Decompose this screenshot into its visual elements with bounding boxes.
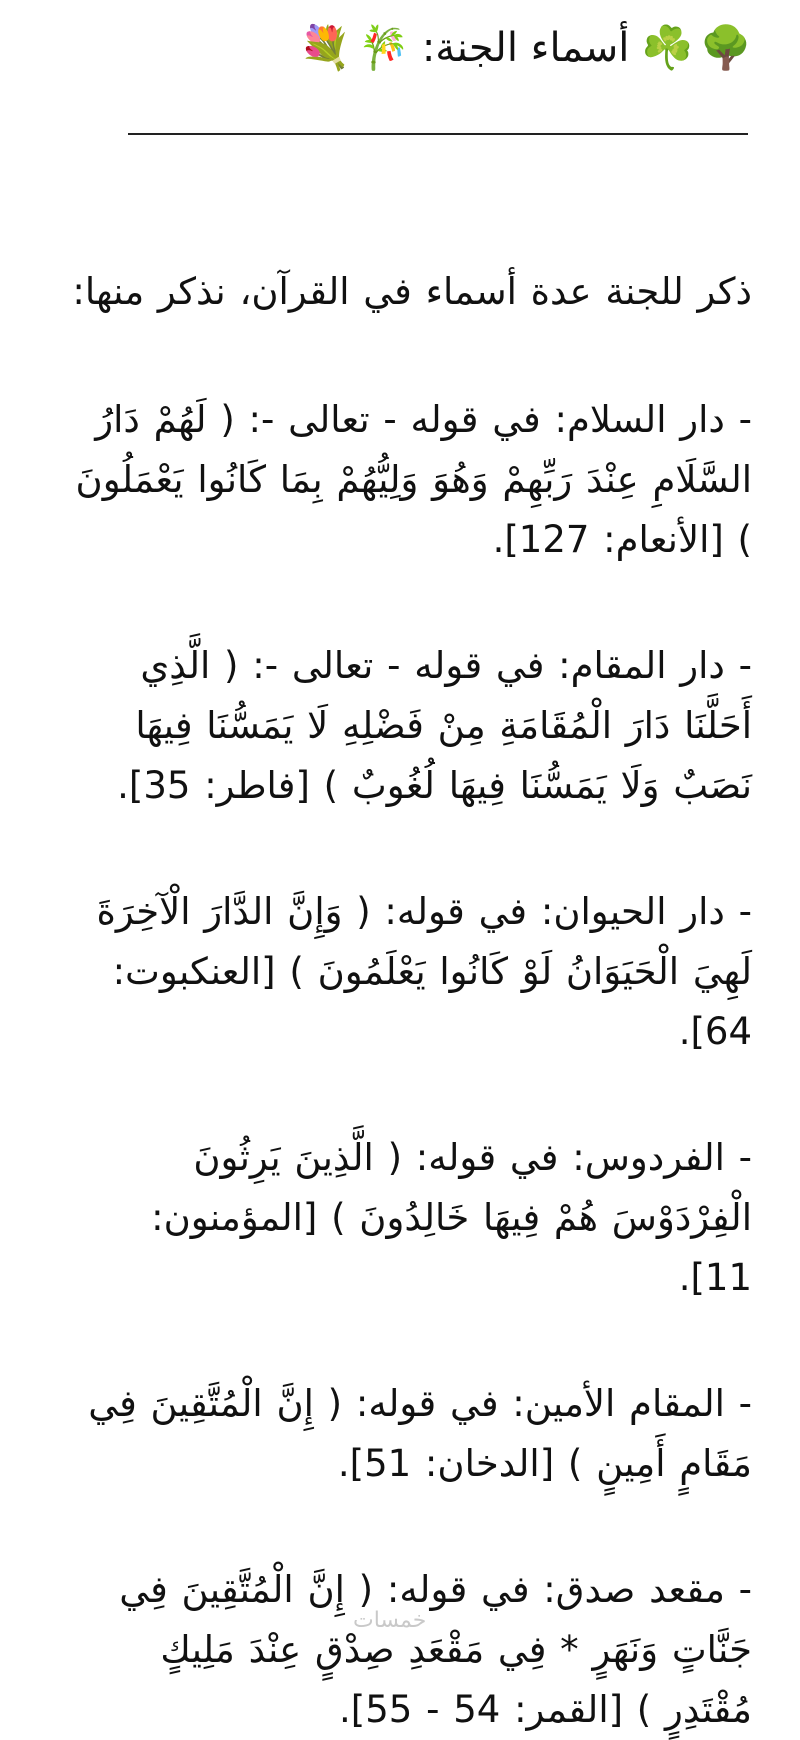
divider	[128, 133, 748, 135]
intro-text: ذكر للجنة عدة أسماء في القرآن، نذكر منها:	[72, 270, 752, 313]
entry-text: - دار المقام: في قوله - تعالى -: ( الَّذِي أَحَلَّنَا دَارَ الْمُقَامَةِ مِنْ فَضْلِهِ لَا يَمَسُّنَا فِيهَا نَصَبٌ وَلَا يَمَسُّنَا فِيهَا لُغُوبٌ ) [فاطر: 35].	[117, 644, 752, 807]
entry-text: - المقام الأمين: في قوله: ( إِنَّ الْمُتَّقِينَ فِي مَقَامٍ أَمِينٍ ) [الدخان: 51].	[88, 1382, 752, 1485]
entry-dar-al-hayawan	[72, 882, 752, 1062]
entry-al-muqam-al-amin	[72, 1374, 752, 1494]
entry-al-firdaws	[72, 1128, 752, 1308]
shamrock-icon: ☘️	[641, 23, 694, 72]
bouquet-icon: 💐	[299, 23, 352, 72]
entry-text: - دار الحيوان: في قوله: ( وَإِنَّ الدَّارَ الْآخِرَةَ لَهِيَ الْحَيَوَانُ لَوْ كَانُوا يَعْلَمُونَ ) [العنكبوت: 64].	[96, 890, 752, 1053]
entry-dar-al-muqam	[72, 636, 752, 816]
entry-text: - الفردوس: في قوله: ( الَّذِينَ يَرِثُونَ الْفِرْدَوْسَ هُمْ فِيهَا خَالِدُونَ ) [المؤمنون: 11].	[151, 1136, 752, 1299]
article-body	[72, 262, 752, 1740]
title-row	[299, 18, 752, 78]
entry-text: - مقعد صدق: في قوله: ( إِنَّ الْمُتَّقِينَ فِي جَنَّاتٍ وَنَهَرٍ * فِي مَقْعَدِ صِدْقٍ عِنْدَ مَلِيكٍ مُقْتَدِرٍ ) [القمر: 54 - 55].	[119, 1568, 752, 1731]
tanabata-tree-icon: 🎋	[357, 23, 410, 72]
watermark: خمسات	[353, 1608, 427, 1633]
page-title: أسماء الجنة:	[421, 25, 630, 71]
entry-text: - دار السلام: في قوله - تعالى -: ( لَهُمْ دَارُ السَّلَامِ عِنْدَ رَبِّهِمْ وَهُوَ وَلِيُّهُمْ بِمَا كَانُوا يَعْمَلُونَ ) [الأنعام: 127].	[75, 398, 752, 561]
tree-icon: 🌳	[699, 23, 752, 72]
entry-dar-al-salam	[72, 390, 752, 570]
entry-maqad-sidq	[72, 1560, 752, 1740]
